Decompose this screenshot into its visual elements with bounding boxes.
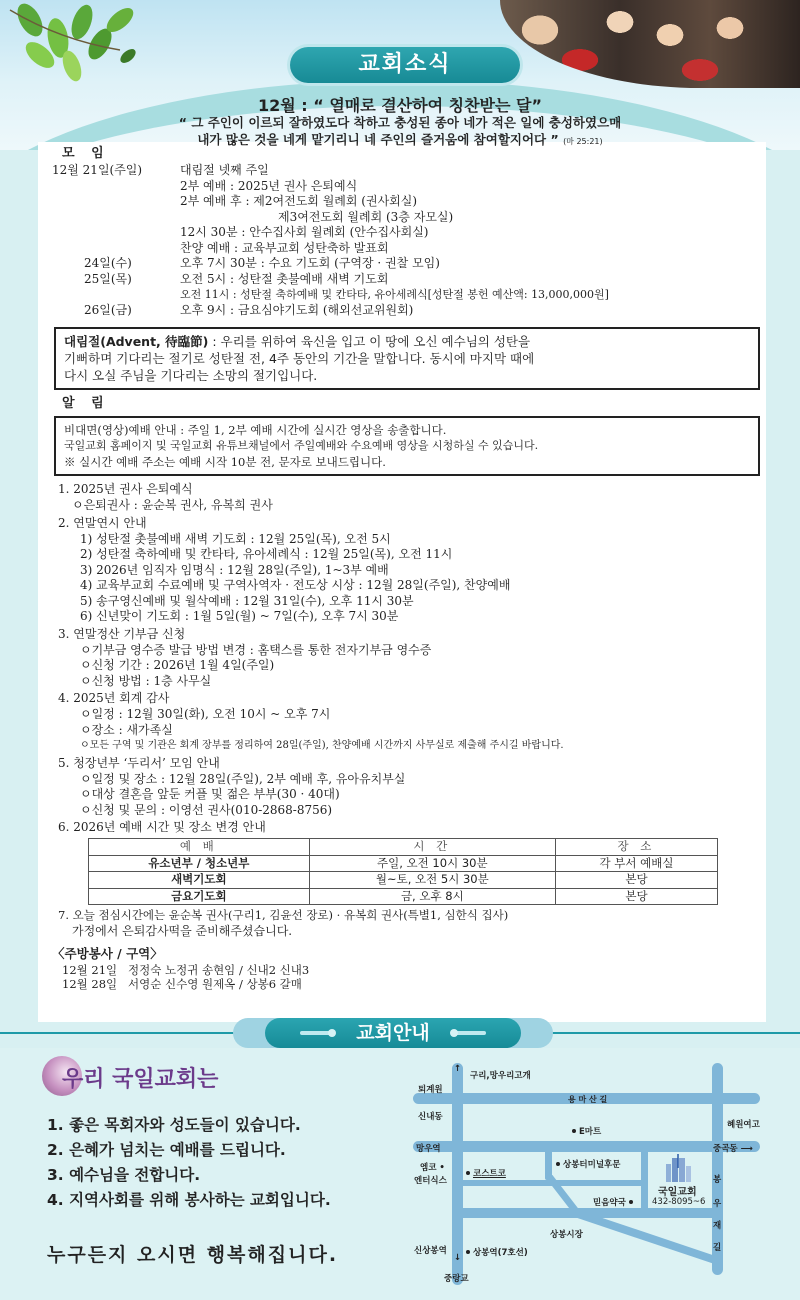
- map-label-bongu: 봉: [713, 1175, 722, 1185]
- map-label-toegyewon: 퇴계원: [418, 1085, 443, 1095]
- kitchen-date: 12월 28일: [62, 977, 118, 991]
- map-label-church: 국일교회: [658, 1187, 697, 1198]
- map-label-sangbong-station: [466, 1246, 528, 1258]
- map-label-hyewon: 혜원여고: [727, 1120, 760, 1130]
- advent-text: : 우리를 위하여 육신을 입고 이 땅에 오신 예수님의 성탄을: [208, 334, 531, 349]
- map-label-church-phone: 432-8095~6: [652, 1197, 706, 1207]
- meeting-date: 25일(목): [84, 271, 132, 286]
- advent-term: 대림절(Advent, 待臨節): [64, 334, 209, 349]
- monthly-theme: 12월 : “ 열매로 결산하여 칭찬받는 달”: [257, 96, 543, 115]
- table-cell: 주일, 오전 10시 30분: [309, 855, 555, 872]
- pill-ornament-right: [452, 1031, 486, 1035]
- notice-item-5: [58, 756, 758, 819]
- church-point: 4. 지역사회를 위해 봉사하는 교회입니다.: [47, 1191, 331, 1209]
- advent-line-3: 다시 오실 주님을 기다리는 소망의 절기입니다.: [64, 368, 318, 383]
- notice-sub: ㅇ대상 결혼을 앞둔 커플 및 젊은 부부(30 · 40대): [80, 787, 340, 801]
- notice-sub: 3) 2026년 임직자 임명식 : 12월 28일(주일), 1~3부 예배: [80, 562, 389, 577]
- table-cell: 본당: [555, 872, 717, 889]
- table-cell: 유소년부 / 청소년부: [89, 855, 310, 872]
- notice-item-7: [58, 908, 758, 940]
- meeting-text: 12시 30분 : 안수집사회 월례회 (안수집사회실): [180, 225, 429, 239]
- kitchen-row: [58, 977, 758, 992]
- table-cell: 금요기도회: [89, 888, 310, 905]
- map-label-terminal: [556, 1158, 620, 1170]
- notice-line: ※ 실시간 예배 주소는 예배 시작 10분 전, 문자로 보내드립니다.: [64, 455, 386, 469]
- notice-sub: ㅇ장소 : 새가족실: [80, 722, 173, 737]
- notice-line: 국일교회 홈페이지 및 국일교회 유튜브채널에서 주일예배와 수요예배 영상을 시청하실 수 있습니다.: [64, 439, 539, 452]
- pill-ornament-left: [300, 1031, 334, 1035]
- verse-line-2-text: 내가 많은 것을 네게 맡기리니 네 주인의 즐거움에 참여할지어다 ”: [197, 132, 559, 147]
- meeting-row: [52, 287, 758, 303]
- table-header: 예 배: [89, 839, 310, 856]
- map-label-emco: 엠코 •: [420, 1163, 445, 1173]
- notice-item-title: 6. 2026년 예배 시간 및 장소 변경 안내: [58, 820, 266, 834]
- notice-item-1: [58, 482, 758, 514]
- table-row: [89, 888, 718, 905]
- bulletin-content: [52, 146, 758, 992]
- notice-sub: ㅇ기부금 영수증 발급 방법 변경 : 홈택스를 통한 전자기부금 영수증: [80, 642, 432, 657]
- notice-sub: 1) 성탄절 촛불예배 새벽 기도회 : 12월 25일(목), 오전 5시: [80, 531, 391, 546]
- meeting-date: 12월 21일(주일): [52, 163, 143, 177]
- meeting-date: 24일(수): [84, 256, 132, 270]
- notice-line: 비대면(영상)예배 안내 : 주일 1, 2부 예배 시간에 실시간 영상을 송출합니다.: [64, 423, 447, 437]
- map-label-entersix: 엔터식스: [414, 1176, 447, 1186]
- kitchen-names: 정정숙 노정귀 송현임 / 신내2 신내3: [128, 962, 310, 977]
- notice-item-title: 2. 연말연시 안내: [58, 515, 147, 530]
- table-cell: 새벽기도회: [89, 872, 310, 889]
- map-label-costco: [466, 1167, 506, 1179]
- meeting-text: 오전 11시 : 성탄절 축하예배 및 칸타타, 유아세례식[성탄절 봉헌 예산액: 13,000,000원]: [180, 288, 609, 301]
- church-news-title: 교회소식: [290, 47, 520, 83]
- church-building-icon: [664, 1154, 692, 1182]
- meeting-text: 오후 9시 : 금요심야기도회 (해외선교위원회): [180, 302, 414, 317]
- notice-sub: 5) 송구영신예배 및 월삭예배 : 12월 31일(수), 오후 11시 30분: [80, 593, 414, 608]
- notice-item-7-line-1: 7. 오늘 점심시간에는 윤순복 권사(구리1, 김윤선 장로) · 유복희 권사(특별1, 심한식 집사): [58, 908, 509, 922]
- meeting-row: [52, 194, 758, 210]
- schedule-table: [88, 838, 718, 905]
- closing-slogan: 누구든지 오시면 행복해집니다.: [47, 1244, 339, 1266]
- church-point: 1. 좋은 목회자와 성도들이 있습니다.: [47, 1116, 301, 1134]
- meeting-row: [52, 179, 758, 195]
- kitchen-date: 12월 21일: [62, 962, 118, 977]
- verse-line-1: “ 그 주인이 이르되 잘하였도다 착하고 충성된 종아 네가 적은 일에 충성하였으매: [178, 115, 622, 130]
- meeting-row: [52, 225, 758, 241]
- table-cell: 월~토, 오전 5시 30분: [309, 872, 555, 889]
- notice-item-4: [58, 691, 758, 754]
- church-point: 3. 예수님을 전합니다.: [47, 1166, 201, 1184]
- map-label-sangbong-text: 상봉역(7호선): [473, 1248, 528, 1258]
- map-label-pharmacy-text: 믿음약국: [593, 1198, 626, 1208]
- notice-sub: 6) 신년맞이 기도회 : 1월 5일(월) ~ 7일(수), 오후 7시 30분: [80, 609, 399, 623]
- map-label-terminal-text: 상봉터미널후문: [563, 1160, 621, 1170]
- online-worship-box: [54, 416, 760, 476]
- meeting-row: [52, 272, 758, 288]
- meeting-row: [52, 163, 758, 179]
- map-label-sinnae: 신내동: [418, 1112, 443, 1122]
- map-label-junggok: 중곡동 ⟶: [713, 1144, 753, 1154]
- meetings-heading: 모 임: [62, 146, 110, 161]
- notice-item-2: [58, 516, 758, 625]
- road-mangu: [413, 1141, 760, 1152]
- advent-line-1: [64, 333, 748, 350]
- kitchen-row: [58, 963, 758, 978]
- notice-sub: 4) 교육부교회 수료예배 및 구역사역자 · 전도상 시상 : 12월 28일(주일), 찬양예배: [80, 578, 511, 592]
- church-points: [47, 1113, 331, 1213]
- intro-title: 우리 국일교회는: [62, 1067, 219, 1092]
- notice-item-title: 3. 연말정산 기부금 신청: [58, 626, 186, 641]
- church-info-title: 교회안내: [265, 1018, 521, 1048]
- meeting-text: 오전 5시 : 성탄절 촛불예배 새벽 기도회: [180, 271, 389, 286]
- notice-item-title: 1. 2025년 권사 은퇴예식: [58, 482, 193, 496]
- map-south-arrow: ↓: [454, 1253, 462, 1263]
- choir-photo: [500, 0, 800, 88]
- notice-sub: ㅇ모든 구역 및 기관은 회계 장부를 정리하여 28일(주일), 찬양예배 시간까지 사무실로 제출해 주시길 바랍니다.: [80, 740, 564, 751]
- notice-item-6: [58, 820, 758, 905]
- verse-reference: (마 25:21): [563, 137, 603, 146]
- advent-box: [54, 327, 760, 390]
- map-label-emart: [572, 1125, 601, 1137]
- table-cell: 금, 오후 8시: [309, 888, 555, 905]
- advent-line-2: 기뻐하며 기다리는 절기로 성탄절 전, 4주 동안의 기간을 말합니다. 동시에 마지막 때에: [64, 351, 535, 366]
- meeting-text: 2부 예배 : 2025년 권사 은퇴예식: [180, 178, 358, 193]
- table-cell: 본당: [555, 888, 717, 905]
- notice-item-3: [58, 627, 758, 690]
- meeting-text: 찬양 예배 : 교육부교회 성탄축하 발표회: [180, 240, 389, 255]
- map-label-bongu: 우: [713, 1199, 722, 1209]
- notice-sub: ㅇ일정 : 12월 30일(화), 오전 10시 ~ 오후 7시: [80, 707, 331, 721]
- meetings-list: [52, 163, 758, 318]
- map-label-bongu: 재: [713, 1221, 722, 1231]
- meeting-row: [52, 303, 758, 319]
- map-label-emart-text: E마트: [579, 1127, 602, 1137]
- meeting-row: [52, 241, 758, 257]
- meeting-row: [52, 210, 758, 226]
- table-header: 시 간: [309, 839, 555, 856]
- notice-sub: ㅇ신청 기간 : 2026년 1월 4일(주일): [80, 658, 275, 672]
- meeting-text: 제3여전도회 월례회 (3층 자모실): [278, 209, 454, 224]
- meeting-date: 26일(금): [84, 302, 132, 317]
- kitchen-service-heading: 〈주방봉사 / 구역〉: [52, 945, 163, 961]
- map-label-jungnang: 중랑교: [444, 1274, 469, 1284]
- table-header: 장 소: [555, 839, 717, 856]
- table-row: [89, 855, 718, 872]
- map-label-pharmacy: [593, 1196, 636, 1208]
- map-label-guri: 구리,망우리고개: [470, 1071, 531, 1081]
- map-label-bongu: 길: [713, 1243, 722, 1253]
- table-cell: 각 부서 예배실: [555, 855, 717, 872]
- notice-sub: 2) 성탄절 축하예배 및 칸타타, 유아세례식 : 12월 25일(목), 오전 11시: [80, 547, 453, 561]
- map-label-market: 상봉시장: [550, 1230, 583, 1240]
- notice-item-7-line-2: 가정에서 은퇴감사떡을 준비해주셨습니다.: [72, 924, 293, 938]
- meeting-text: 대림절 넷째 주일: [180, 163, 269, 177]
- notice-item-title: 5. 청장년부 ‘두리서’ 모임 안내: [58, 755, 220, 770]
- map-label-yongmasan: 용 마 산 길: [568, 1095, 608, 1104]
- map-label-sinsangbong: 신상봉역: [414, 1246, 447, 1256]
- map-label-mangu: 망우역: [416, 1144, 441, 1154]
- notice-sub: ㅇ은퇴권사 : 윤순복 권사, 유복희 권사: [72, 498, 273, 512]
- church-point: 2. 은혜가 넘치는 예배를 드립니다.: [47, 1141, 286, 1159]
- notice-sub: ㅇ일정 및 장소 : 12월 28일(주일), 2부 예배 후, 유아유치부실: [80, 771, 406, 786]
- notices-heading: 알 림: [62, 396, 110, 411]
- table-header-row: [89, 839, 718, 856]
- map-north-arrow: ↑: [454, 1064, 462, 1074]
- map-label-costco-text: 코스트코: [473, 1169, 506, 1179]
- kitchen-names: 서영순 신수영 원제옥 / 상봉6 갈매: [128, 977, 302, 991]
- meeting-row: [52, 256, 758, 272]
- notice-sub: ㅇ신청 방법 : 1층 사무실: [80, 673, 212, 688]
- notice-sub: ㅇ신청 및 문의 : 이영선 권사(010-2868-8756): [80, 802, 333, 817]
- meeting-text: 2부 예배 후 : 제2여전도회 월례회 (권사회실): [180, 194, 418, 208]
- meeting-text: 오후 7시 30분 : 수요 기도회 (구역장 · 권찰 모임): [180, 256, 440, 270]
- notice-item-title: 4. 2025년 회계 감사: [58, 691, 170, 705]
- table-row: [89, 872, 718, 889]
